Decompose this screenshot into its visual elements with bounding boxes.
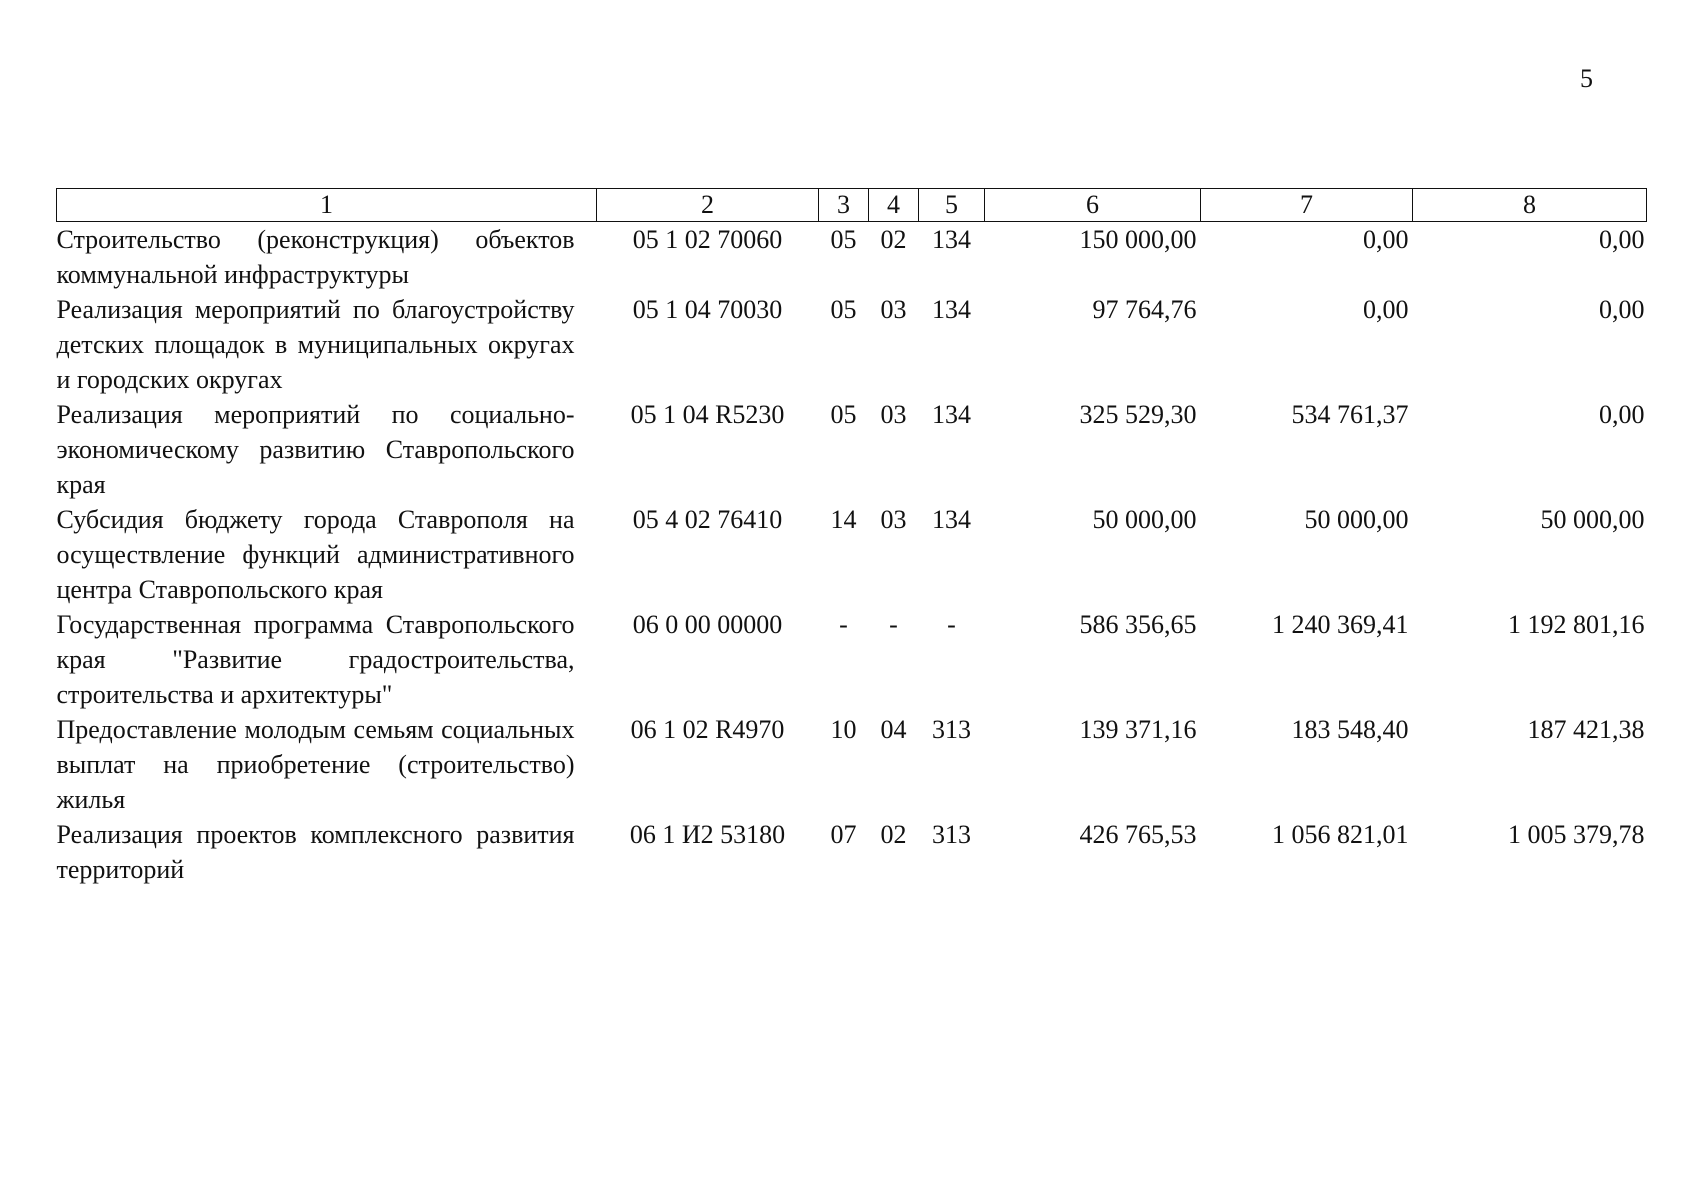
row-value-6: 50 000,00 — [1092, 505, 1197, 534]
row-subsection: 03 — [880, 295, 907, 324]
row-subsection: 03 — [880, 505, 907, 534]
row-value-6: 150 000,00 — [1079, 225, 1197, 254]
row-value-7: 0,00 — [1363, 295, 1409, 324]
row-name: Реализация проектов комплексного развития территорий — [56, 820, 575, 884]
row-value-6: 325 529,30 — [1079, 400, 1197, 429]
row-name: Субсидия бюджету города Ставрополя на осуществление функций административного центра Ставропольского края — [56, 505, 575, 604]
row-value-8: 0,00 — [1599, 225, 1645, 254]
row-section: 10 — [830, 715, 857, 744]
row-value-8: 50 000,00 — [1540, 505, 1645, 534]
row-value-6: 139 371,16 — [1079, 715, 1197, 744]
column-number-4: 4 — [869, 189, 919, 222]
row-value-6: 586 356,65 — [1079, 610, 1197, 639]
row-section: 05 — [830, 295, 857, 324]
row-expense-type: 313 — [932, 820, 971, 849]
row-expense-type: 134 — [932, 505, 971, 534]
row-value-6: 426 765,53 — [1079, 820, 1197, 849]
row-value-7: 50 000,00 — [1304, 505, 1409, 534]
row-expense-type: 134 — [932, 295, 971, 324]
column-number-6: 6 — [985, 189, 1201, 222]
table-row — [57, 397, 1647, 502]
row-section: 14 — [830, 505, 857, 534]
row-code: 06 1 И2 53180 — [629, 820, 786, 849]
column-number-7: 7 — [1201, 189, 1413, 222]
row-code: 06 0 00 00000 — [632, 610, 783, 639]
row-expense-type: 313 — [932, 715, 971, 744]
row-name: Реализация мероприятий по благоустройству детских площадок в муниципальных округах и городских округах — [56, 295, 575, 394]
table-row — [57, 817, 1647, 887]
row-value-7: 1 056 821,01 — [1272, 820, 1409, 849]
row-subsection: 02 — [880, 225, 907, 254]
row-value-7: 1 240 369,41 — [1272, 610, 1409, 639]
row-name: Государственная программа Ставропольского края "Развитие градостроительства, строительства и архитектуры" — [56, 610, 575, 709]
row-value-8: 0,00 — [1599, 400, 1645, 429]
table-row — [57, 607, 1647, 712]
row-value-6: 97 764,76 — [1092, 295, 1197, 324]
table-row — [57, 292, 1647, 397]
row-value-8: 0,00 — [1599, 295, 1645, 324]
row-code: 05 1 02 70060 — [632, 225, 783, 254]
row-code: 05 1 04 R5230 — [630, 400, 785, 429]
row-subsection: 03 — [880, 400, 907, 429]
table-row — [57, 222, 1647, 293]
row-value-8: 1 005 379,78 — [1508, 820, 1645, 849]
row-subsection: 04 — [880, 715, 907, 744]
row-value-7: 183 548,40 — [1291, 715, 1409, 744]
row-subsection: - — [889, 610, 898, 639]
row-section: 05 — [830, 225, 857, 254]
row-value-7: 534 761,37 — [1291, 400, 1409, 429]
row-value-7: 0,00 — [1363, 225, 1409, 254]
row-code: 06 1 02 R4970 — [630, 715, 785, 744]
column-number-5: 5 — [919, 189, 985, 222]
row-name: Реализация мероприятий по социально-экономическому развитию Ставропольского края — [56, 400, 575, 499]
row-name: Предоставление молодым семьям социальных выплат на приобретение (строительство) жилья — [56, 715, 575, 814]
page-number: 5 — [1580, 64, 1593, 93]
row-code: 05 1 04 70030 — [632, 295, 783, 324]
row-expense-type: - — [947, 610, 956, 639]
column-number-1: 1 — [57, 189, 597, 222]
table-row — [57, 712, 1647, 817]
row-section: 05 — [830, 400, 857, 429]
budget-table — [56, 188, 1647, 887]
row-section: - — [839, 610, 848, 639]
row-value-8: 1 192 801,16 — [1508, 610, 1645, 639]
column-number-row — [57, 189, 1647, 222]
row-subsection: 02 — [880, 820, 907, 849]
table-row — [57, 502, 1647, 607]
column-number-3: 3 — [819, 189, 869, 222]
row-expense-type: 134 — [932, 400, 971, 429]
row-value-8: 187 421,38 — [1527, 715, 1645, 744]
row-code: 05 4 02 76410 — [632, 505, 783, 534]
row-section: 07 — [830, 820, 857, 849]
row-name: Строительство (реконструкция) объектов коммунальной инфраструктуры — [56, 225, 575, 289]
column-number-8: 8 — [1413, 189, 1647, 222]
row-expense-type: 134 — [932, 225, 971, 254]
column-number-2: 2 — [597, 189, 819, 222]
